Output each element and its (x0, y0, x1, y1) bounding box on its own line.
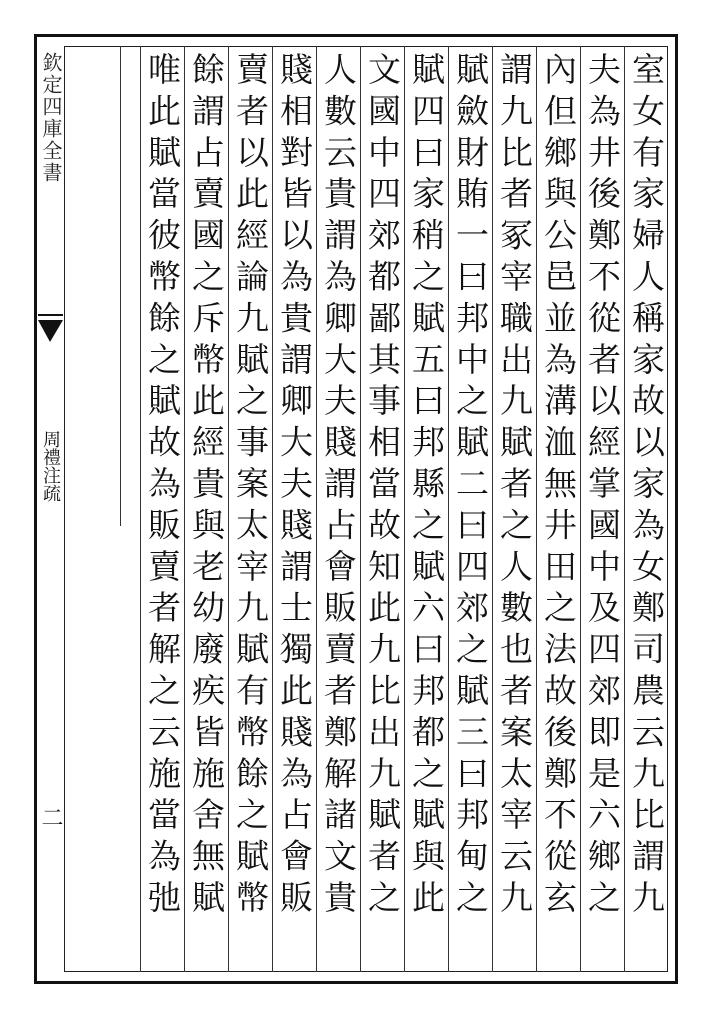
text-column-5: 賦斂財賄一曰邦中之賦二曰四郊之賦三曰邦甸之 (451, 52, 490, 922)
column-divider (316, 46, 317, 972)
page-number: 二 (38, 806, 63, 828)
column-divider (580, 46, 581, 972)
text-column-11: 餘謂占賣國之斥幣此經貴與老幼廢疾皆施舍無賦 (187, 52, 226, 922)
column-divider (272, 46, 273, 972)
column-divider (140, 46, 141, 972)
text-column-2: 夫為井後鄭不從者以經掌國中及四郊即是六鄉之 (583, 52, 622, 922)
column-divider (360, 46, 361, 972)
text-column-8: 人數云貴謂為卿大夫賤謂占會販賣者鄭解諸文貴 (319, 52, 358, 922)
column-divider (492, 46, 493, 972)
text-column-4: 謂九比者冢宰職出九賦者之人數也者案太宰云九 (495, 52, 534, 922)
column-divider (536, 46, 537, 972)
text-column-9: 賤相對皆以為貴謂卿大夫賤謂士獨此賤為占會販 (275, 52, 314, 922)
collection-title: 欽定四庫全書 (39, 52, 63, 184)
text-column-3: 內但鄉與公邑並為溝洫無井田之法故後鄭不從玄 (539, 52, 578, 922)
column-divider (404, 46, 405, 972)
text-column-7: 文國中四郊都鄙其事相當故知此九比出九賦者之 (363, 52, 402, 922)
column-divider (624, 46, 625, 972)
column-divider (184, 46, 185, 972)
text-column-10: 賣者以此經論九賦之事案太宰九賦有幣餘之賦幣 (231, 52, 270, 922)
text-column-12: 唯此賦當彼幣餘之賦故為販賣者解之云施當為弛 (143, 52, 182, 922)
fishtail-mark-icon (38, 314, 63, 348)
column-divider (228, 46, 229, 972)
column-divider (120, 46, 121, 526)
book-title: 周禮注疏 (40, 430, 61, 502)
column-divider (448, 46, 449, 972)
text-column-6: 賦四曰家稍之賦五曰邦縣之賦六曰邦都之賦與此 (407, 52, 446, 922)
text-column-1: 室女有家婦人稱家故以家為女鄭司農云九比謂九 (627, 52, 666, 922)
page-margin (37, 46, 64, 972)
